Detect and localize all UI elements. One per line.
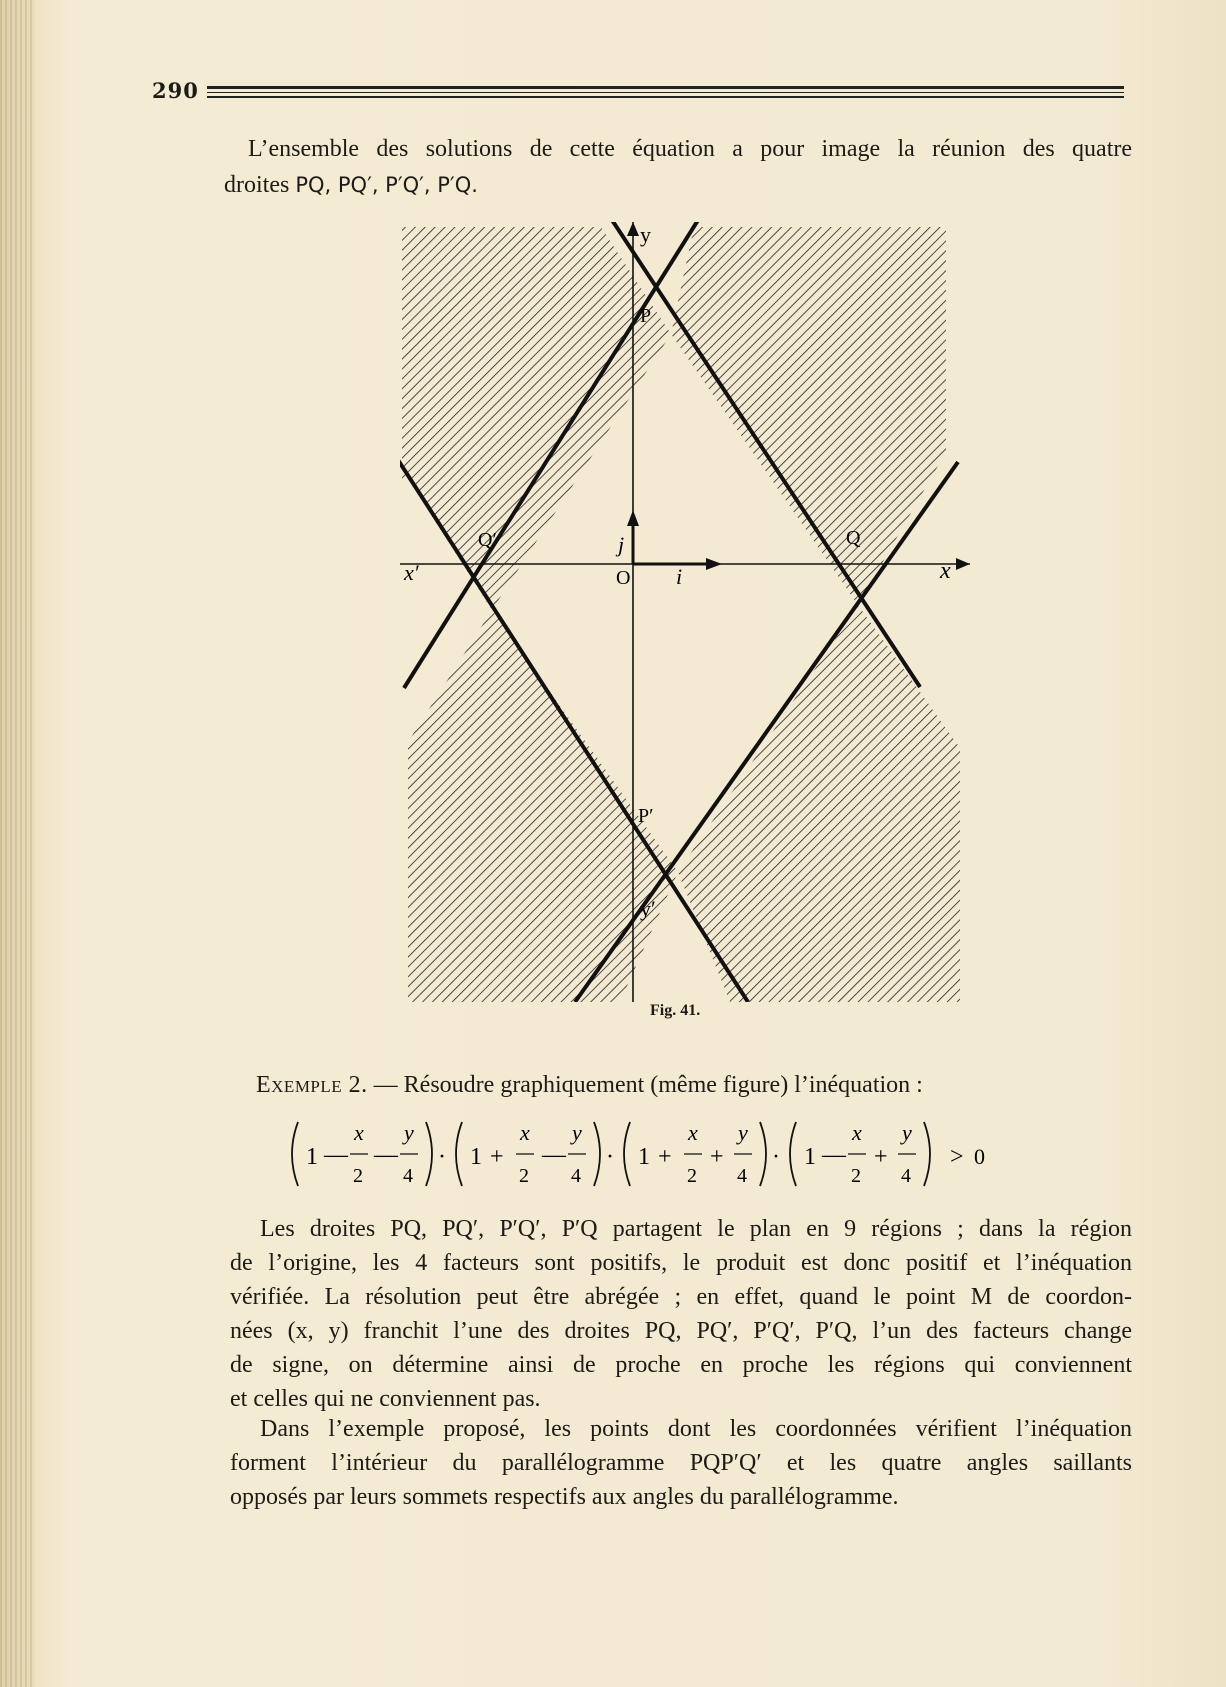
paragraph-1-line: et celles qui ne conviennent pas.	[230, 1386, 541, 1412]
figure-caption: Fig. 41.	[650, 1002, 701, 1019]
paragraph-2	[230, 1412, 1132, 1514]
formula-dot: ·	[606, 1144, 614, 1170]
paragraph-1-line: Les droites PQ, PQ′, P′Q′, P′Q partagent le plan en 9 régions ; dans la région	[260, 1216, 1132, 1242]
formula-svg	[290, 1106, 1080, 1194]
formula-four: 4	[403, 1165, 413, 1187]
label-Q: Q	[846, 527, 861, 549]
formula-plus: +	[658, 1144, 672, 1170]
label-x: x	[940, 558, 951, 584]
formula-minus: —	[542, 1142, 566, 1168]
formula-zero: 0	[974, 1144, 985, 1169]
x-axis-arrow	[956, 558, 970, 570]
page-number: 290	[152, 78, 199, 103]
formula-x: x	[688, 1120, 698, 1145]
unit-vector-i-arrow	[706, 558, 722, 570]
page-binding-edge	[0, 0, 34, 1687]
label-x-prime: x′	[404, 560, 419, 585]
formula-four: 4	[901, 1165, 911, 1187]
label-Q-prime: Q′	[478, 529, 497, 551]
formula-two: 2	[353, 1165, 363, 1187]
paragraph-2-line: Dans l’exemple proposé, les points dont les coordonnées vérifient l’inéquation	[260, 1416, 1132, 1442]
paragraph-2-line: forment l’intérieur du parallélogramme PQP′Q′ et les quatre angles saillants	[230, 1450, 1132, 1476]
formula-y: y	[404, 1120, 414, 1145]
lines-list: PQ, PQ′, P′Q′, P′Q.	[295, 173, 478, 197]
paragraph-1-line: vérifiée. La résolution peut être abrégée ; en effet, quand le point M de coordon-	[230, 1284, 1132, 1310]
page-header	[152, 78, 1124, 108]
formula-greater-than: >	[950, 1144, 964, 1170]
paragraph-2-line: opposés par leurs sommets respectifs aux angles du parallélogramme.	[230, 1484, 899, 1510]
formula-x: x	[852, 1120, 862, 1145]
label-i: i⃗	[676, 564, 700, 589]
intro-line-2: droites PQ, PQ′, P′Q′, P′Q.	[224, 172, 478, 198]
label-y-prime: y′	[640, 896, 656, 921]
hatched-region-top-right-fill	[671, 227, 946, 605]
example-heading	[256, 1068, 1156, 1102]
label-j: j⃗	[618, 532, 642, 557]
formula-plus: +	[490, 1144, 504, 1170]
formula-one: 1	[804, 1144, 816, 1170]
y-axis-arrow	[627, 222, 639, 236]
formula-x: x	[520, 1120, 530, 1145]
formula-four: 4	[571, 1165, 581, 1187]
formula-plus: +	[710, 1144, 724, 1170]
formula-one: 1	[470, 1144, 482, 1170]
formula-minus: —	[374, 1142, 398, 1168]
formula-four: 4	[737, 1165, 747, 1187]
label-P: P	[640, 305, 652, 327]
formula-y: y	[902, 1120, 912, 1145]
formula-plus: +	[874, 1144, 888, 1170]
formula-one: 1	[638, 1144, 650, 1170]
paragraph-1-line: nées (x, y) franchit l’une des droites PQ, PQ′, P′Q′, P′Q, l’un des facteurs change	[230, 1318, 1132, 1344]
formula-dot: ·	[438, 1144, 446, 1170]
inequation-formula	[290, 1106, 1080, 1194]
formula-two: 2	[519, 1165, 529, 1187]
paragraph-1	[230, 1212, 1132, 1416]
example-title: Exemple 2.	[256, 1072, 368, 1098]
formula-x: x	[354, 1120, 364, 1145]
hatched-region-bottom-right	[678, 605, 960, 1002]
paragraph-1-line: de l’origine, les 4 facteurs sont positifs, le produit est donc positif et l’inéquation	[230, 1250, 1132, 1276]
intro-line-1: L’ensemble des solutions de cette équation a pour image la réunion des quatre	[248, 136, 1132, 162]
label-y: y	[640, 222, 651, 247]
header-rule	[207, 96, 1124, 98]
formula-y: y	[738, 1120, 748, 1145]
example-text: — Résoudre graphiquement (même figure) l’inéquation :	[367, 1072, 923, 1098]
formula-dot: ·	[772, 1144, 780, 1170]
header-rule	[207, 86, 1124, 89]
label-origin: O	[616, 567, 631, 589]
formula-two: 2	[687, 1165, 697, 1187]
formula-minus: —	[324, 1142, 348, 1168]
figure-41	[400, 222, 970, 1002]
unit-vector-j-arrow	[627, 510, 639, 526]
formula-one: 1	[306, 1144, 318, 1170]
formula-minus: —	[822, 1142, 846, 1168]
label-P-prime: P′	[638, 805, 654, 827]
header-rule	[207, 92, 1124, 93]
formula-two: 2	[851, 1165, 861, 1187]
figure-svg	[400, 222, 970, 1002]
formula-y: y	[572, 1120, 582, 1145]
paragraph-1-line: de signe, on détermine ainsi de proche en proche les régions qui conviennent	[230, 1352, 1132, 1378]
